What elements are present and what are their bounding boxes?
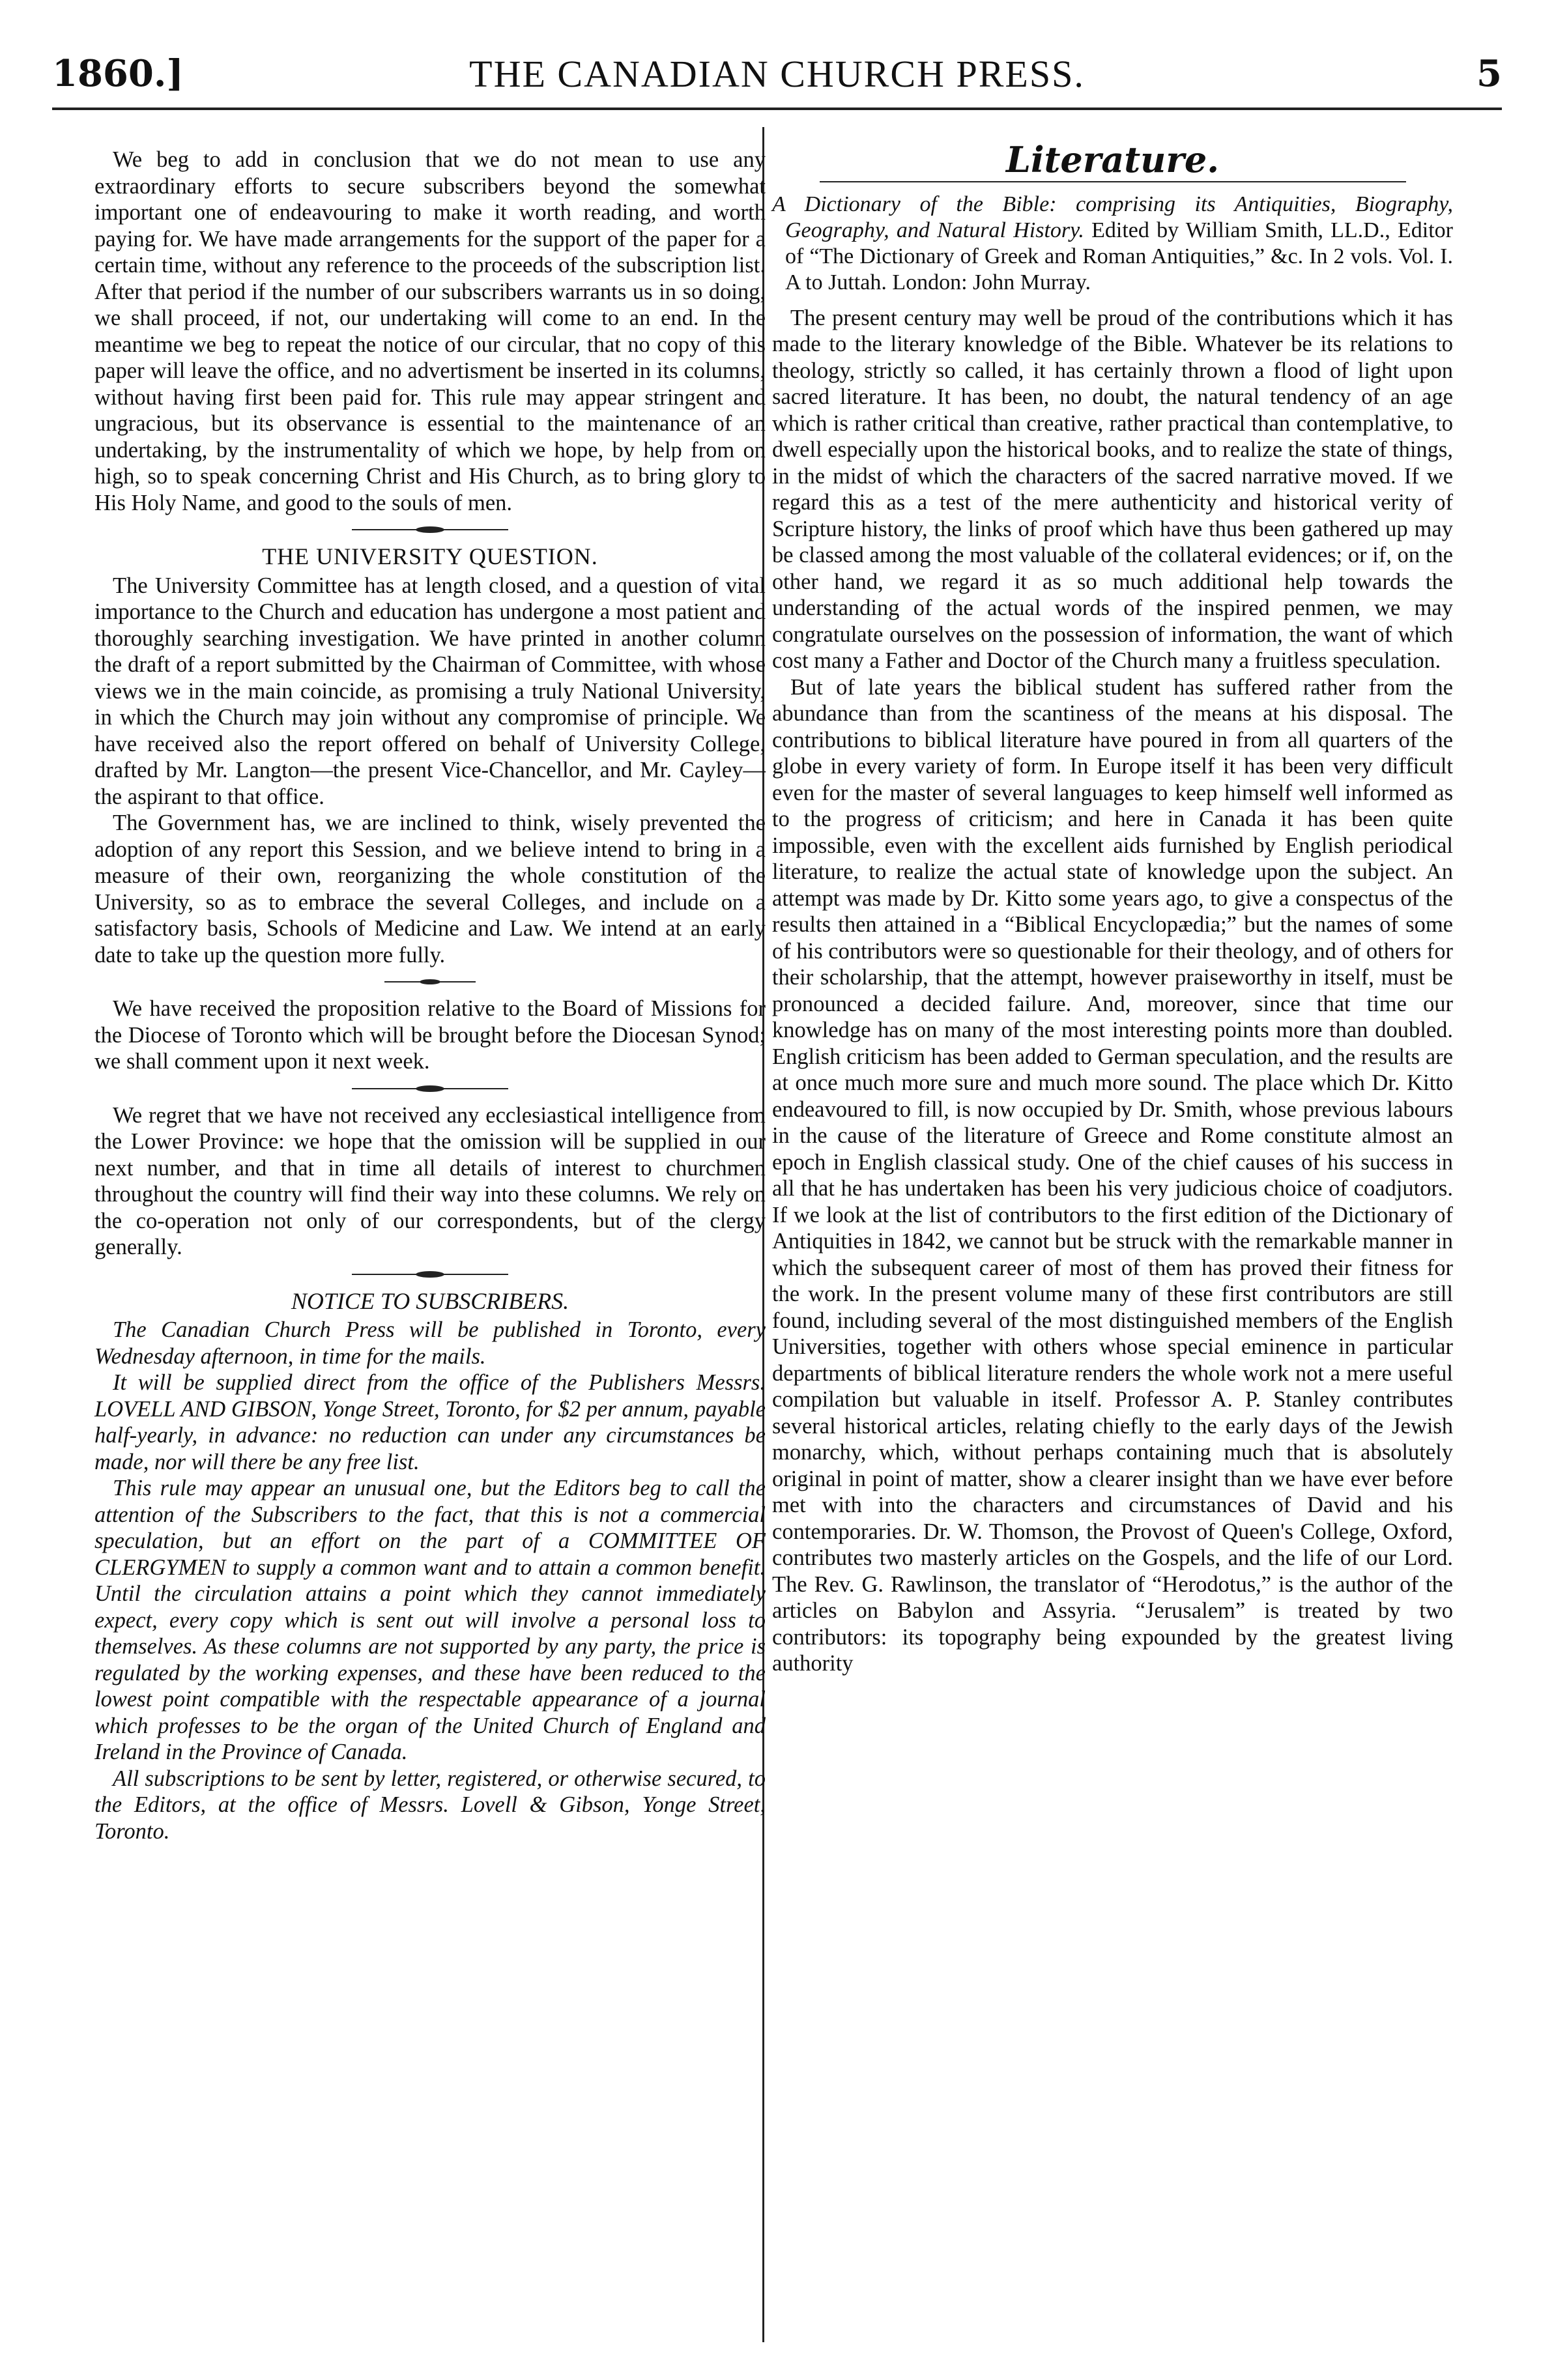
notice-paragraph-4: All subscriptions to be sent by letter, registered, or otherwise secured, to the Editors, at the office of Messrs. Lovell & Gibson, Yonge Street, Toronto. <box>94 1766 766 1844</box>
lower-province-paragraph: We regret that we have not received any ecclesiastical intelligence from the Lower Province: we hope that the omission will be supplied in our next number, and that in time all details of interest to churchmen throughout the country will find their way into these columns. We rely on the co-operation not only of our correspondents, but of the clergy generally. <box>94 1102 766 1259</box>
ornamental-divider <box>345 1084 515 1093</box>
notice-heading: NOTICE TO SUBSCRIBERS. <box>291 1287 569 1314</box>
missions-paragraph: We have received the proposition relative to the Board of Missions for the Diocese of Toronto which will be brought before the Diocesan Synod; we shall comment upon it next week. <box>94 996 766 1074</box>
literature-heading: Literature. <box>1005 139 1220 180</box>
ornamental-divider <box>345 1270 515 1279</box>
notice-paragraph-2: It will be supplied direct from the office of the Publishers Messrs. LOVELL AND GIBSON, Yonge Street, Toronto, for $2 per annum, payable half-yearly, in advance: no reduction can under any circumstances be made, nor will there be any free list. <box>94 1370 766 1474</box>
university-paragraph-1: The University Committee has at length closed, and a question of vital importance to the Church and education has undergone a most patient and thoroughly searching investigation. We have printed in another column the draft of a report submitted by the Chairman of Committee, with whose views we in the main coincide, as promising a truly National University, in which the Church may join without any compromise of principle. We have received also the report offered on behalf of University College, drafted by Mr. Langton—the present Vice-Chancellor, and Mr. Cayley—the aspirant to that office. <box>94 573 766 809</box>
literature-paragraph-1: The present century may well be proud of the contributions which it has made to the literary knowledge of the Bible. Whatever be its relations to theology, strictly so called, it has certainly thrown a flood of light upon sacred literature. It has been, no doubt, the natural tendency of an age which is rather critical than creative, rather practical than contemplative, to dwell especially upon the historical books, and to realize the state of things, in the midst of which the characters of the sacred narrative moved. If we regard this as a test of the mere authenticity and historical verity of Scripture history, the links of proof which have thus been gathered up may be classed among the most valuable of the collateral evidences; or if, on the other hand, we regard it as so much additional help towards the understanding of the actual words of the inspired penmen, we may congratulate ourselves on the possession of information, the want of which cost many a Father and Doctor of the Church many a fruitless speculation. <box>772 305 1453 673</box>
notice-paragraph-3: This rule may appear an unusual one, but the Editors beg to call the attention of the Subscribers to the fact, that this is not a commercial speculation, but an effort on the part of a COMMITTEE OF CLERGYMEN to supply a common want and to attain a common benefit. Until the circulation attains a point which they cannot immediately expect, every copy which is sent out will involve a personal loss to themselves. As these columns are not supported by any party, the price is regulated by the working expenses, and these have been reduced to the lowest point compatible with the respectable appearance of a journal which professes to be the organ of the United Church of England and Ireland in the Province of Canada. <box>94 1476 766 1764</box>
right-column <box>772 139 1453 1677</box>
book-citation <box>772 192 1453 296</box>
intro-paragraph: We beg to add in conclusion that we do not mean to use any extraordinary efforts to secure subscribers beyond the somewhat important one of endeavouring to make it worth reading, and worth paying for. We have made arrangements for the support of the paper for a certain time, without any reference to the proceeds of the subscription list. After that period if the number of our subscribers warrants us in so doing, we shall proceed, if not, our undertaking will come to an end. In the meantime we beg to repeat the notice of our circular, that no copy of this paper will leave the office, and no advertisment be inserted in its columns, without having first been paid for. This rule may appear stringent and ungracious, but its observance is essential to the maintenance of an undertaking, by the instrumentality of which we hope, by help from on high, so to speak concerning Christ and His Church, as to bring glory to His Holy Name, and good to the souls of men. <box>94 147 766 515</box>
notice-paragraph-1: The Canadian Church Press will be published in Toronto, every Wednesday afternoon, in time for the mails. <box>94 1317 766 1369</box>
book-details: Edited by William Smith, LL.D., Editor of “The Dictionary of Greek and Roman Antiquities,” &c. In 2 vols. Vol. I. A to Juttah. London: John Murray. <box>785 218 1453 294</box>
university-paragraph-2: The Government has, we are inclined to think, wisely prevented the adoption of any report this Session, and we believe intend to bring in a measure of their own, reorganizing the whole constitution of the University, so as to embrace the several Colleges, and include on a satisfactory basis, Schools of Medicine and Law. We intend at an early date to take up the question more fully. <box>94 810 766 968</box>
university-question-heading: THE UNIVERSITY QUESTION. <box>262 543 598 569</box>
book-title: A Dictionary of the Bible: comprising its Antiquities, Biography, Geography, and Natural History. <box>772 192 1453 242</box>
header-date: 1860.] <box>52 52 184 95</box>
left-column <box>94 147 766 1844</box>
ornamental-divider <box>345 977 515 986</box>
literature-paragraph-2: But of late years the biblical student has suffered rather from the abundance than from the scantiness of the means at his disposal. The contributions to biblical literature have poured in from all quarters of the globe in every variety of form. In Europe itself it has been very difficult even for the master of several languages to keep himself well informed as to the progress of criticism; and here in Canada it has been quite impossible, even with the excellent aids furnished by English periodical literature, to realize the actual state of knowledge upon the subject. An attempt was made by Dr. Kitto some years ago, to give a conspectus of the results then attained in a “Biblical Encyclopædia;” but the names of some of his contributors were so questionable for their theology, and of others for their scholarship, that the attempt, however praiseworthy in itself, must be pronounced a decided failure. And, moreover, since that time our knowledge has on many of the most interesting points more than doubled. English criticism has been added to German speculation, and the results are at once much more sure and much more sound. The place which Dr. Kitto endeavoured to fill, is now occupied by Dr. Smith, whose previous labours in the cause of the literature of Greece and Rome constitute almost an epoch in English classical study. One of the chief causes of his success in all that he has undertaken has been his very judicious choice of coadjutors. If we look at the list of contributors to the first edition of the Dictionary of Antiquities in 1842, we cannot but be struck with the remarkable manner in which the subsequent career of most of them has proved their fitness for the work. In the present volume many of these first contributors are still found, including several of the most distinguished members of the English Universities, together with others whose special eminence in particular departments of biblical literature renders the whole work not a mere useful compilation but valuable in itself. Professor A. P. Stanley contributes several historical articles, relating chiefly to the early days of the Jewish monarchy, which, without perhaps containing much that is absolutely original in point of matter, show a clearer insight than we have ever before met with into the characters and circumstances of David and his contemporaries. Dr. W. Thomson, the Provost of Queen's College, Oxford, contributes two masterly articles on the Gospels, and the life of our Lord. The Rev. G. Rawlinson, the translator of “Herodotus,” is the author of the articles on Babylon and Assyria. “Jerusalem” is treated by two contributors: its topography being expounded by the greatest living authority <box>772 674 1453 1676</box>
header-rule <box>52 108 1502 110</box>
page-header <box>52 52 1502 111</box>
page-number: 5 <box>1476 52 1502 95</box>
newspaper-title: THE CANADIAN CHURCH PRESS. <box>469 53 1085 95</box>
literature-rule <box>820 181 1406 182</box>
ornamental-divider <box>345 525 515 534</box>
